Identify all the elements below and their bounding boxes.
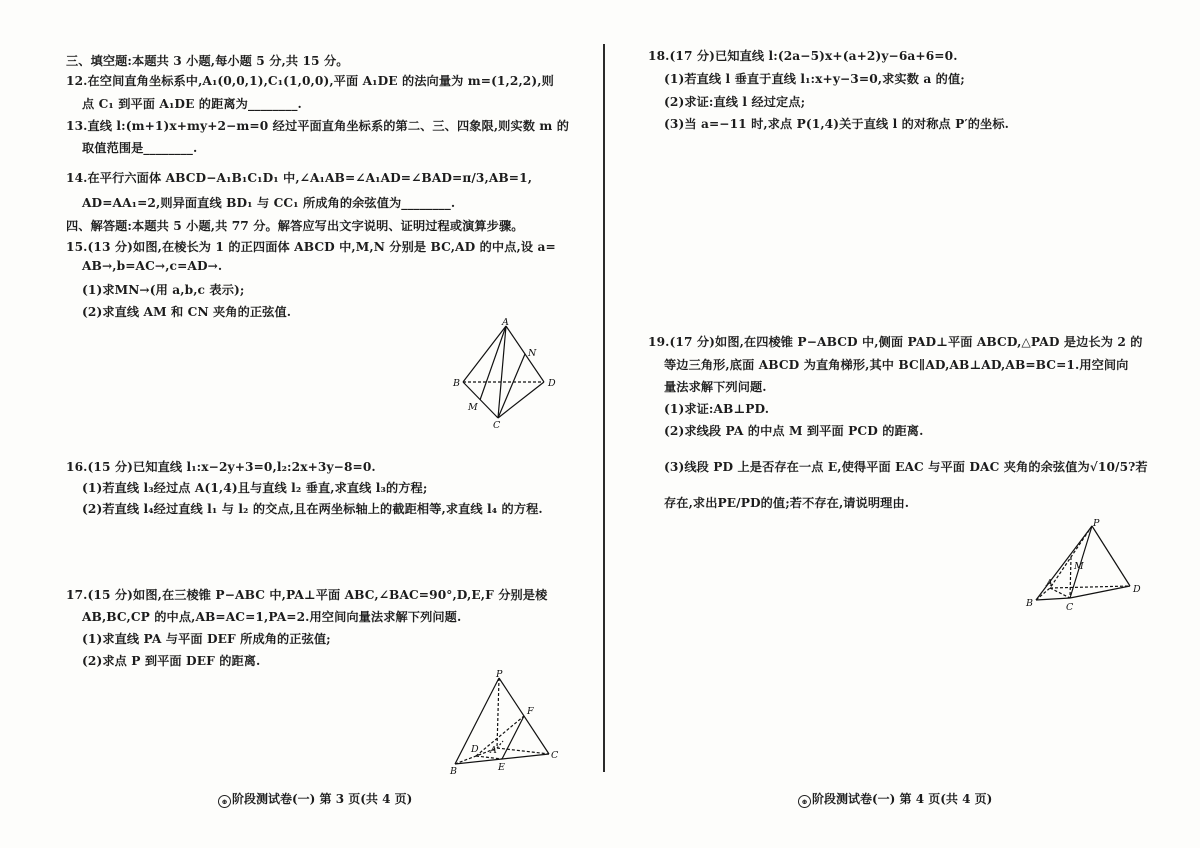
column-divider (603, 44, 605, 772)
q12-line2: 点 C₁ 到平面 A₁DE 的距离为________. (82, 97, 302, 111)
q13-line2: 取值范围是________. (82, 141, 198, 155)
logo-icon: ⊕ (798, 795, 811, 808)
q15-part2: (2)求直线 AM 和 CN 夹角的正弦值. (82, 305, 292, 319)
q15-line2: AB→,b=AC→,c=AD→. (82, 259, 223, 273)
fig17-label-a: A (490, 745, 497, 756)
fig15-label-m: M (468, 402, 478, 413)
q17-part1: (1)求直线 PA 与平面 DEF 所成角的正弦值; (82, 632, 331, 646)
q17-line1: 17.(15 分)如图,在三棱锥 P−ABC 中,PA⊥平面 ABC,∠BAC=90°,D,E,F 分别是棱 (66, 588, 548, 602)
q19-line1: 19.(17 分)如图,在四棱锥 P−ABCD 中,侧面 PAD⊥平面 ABCD,△PAD 是边长为 2 的 (648, 335, 1143, 349)
fig15-label-a: A (502, 317, 509, 328)
q19-part2: (2)求线段 PA 的中点 M 到平面 PCD 的距离. (664, 424, 924, 438)
q17-line2: AB,BC,CP 的中点,AB=AC=1,PA=2.用空间向量法求解下列问题. (82, 610, 462, 624)
fig19-label-p: P (1093, 518, 1100, 529)
fig15-label-b: B (453, 378, 460, 389)
q15-part1: (1)求MN→(用 a,b,c 表示); (82, 283, 245, 297)
q19-part3-line1: (3)线段 PD 上是否存在一点 E,使得平面 EAC 与平面 DAC 夹角的余弦值为√10/5?若 (664, 460, 1148, 474)
q19-line2: 等边三角形,底面 ABCD 为直角梯形,其中 BC∥AD,AB⊥AD,AB=BC=1.用空间向 (664, 358, 1129, 372)
fig15-label-c: C (493, 420, 501, 431)
q13-line1: 13.直线 l:(m+1)x+my+2−m=0 经过平面直角坐标系的第二、三、四象限,则实数 m 的 (66, 119, 570, 133)
q12-line1: 12.在空间直角坐标系中,A₁(0,0,1),C₁(1,0,0),平面 A₁DE 的法向量为 m=(1,2,2),则 (66, 74, 554, 88)
fig17-label-b: B (450, 766, 457, 777)
q16-part2: (2)若直线 l₄经过直线 l₁ 与 l₂ 的交点,且在两坐标轴上的截距相等,求直线 l₄ 的方程. (82, 502, 543, 516)
fig17-label-f: F (527, 706, 534, 717)
quadrangular-pyramid-figure (1020, 518, 1150, 613)
fig19-label-b: B (1026, 598, 1033, 609)
q18-part3: (3)当 a=−11 时,求点 P(1,4)关于直线 l 的对称点 P′的坐标. (664, 117, 1009, 131)
fig17-label-e: E (498, 762, 505, 773)
fig15-label-d: D (548, 378, 556, 389)
fig19-label-m: M (1074, 561, 1084, 572)
q16-line1: 16.(15 分)已知直线 l₁:x−2y+3=0,l₂:2x+3y−8=0. (66, 460, 376, 474)
triangular-pyramid-figure (445, 668, 570, 780)
q17-part2: (2)求点 P 到平面 DEF 的距离. (82, 654, 261, 668)
section-answer-heading: 四、解答题:本题共 5 小题,共 77 分。解答应写出文字说明、证明过程或演算步骤。 (66, 219, 524, 233)
fig19-label-d: D (1133, 584, 1141, 595)
page-3-footer (218, 790, 412, 808)
fig19-label-c: C (1066, 602, 1074, 613)
q19-line3: 量法求解下列问题. (664, 380, 767, 394)
fig15-label-n: N (528, 348, 537, 359)
q19-part3-line2: 存在,求出PE/PD的值;若不存在,请说明理由. (664, 496, 910, 510)
q19-part1: (1)求证:AB⊥PD. (664, 402, 770, 416)
section-fill-blank-heading: 三、填空题:本题共 3 小题,每小题 5 分,共 15 分。 (66, 54, 349, 68)
fig19-label-a: A (1046, 578, 1053, 589)
q18-part1: (1)若直线 l 垂直于直线 l₁:x+y−3=0,求实数 a 的值; (664, 72, 965, 86)
fig17-label-c: C (551, 750, 559, 761)
logo-icon: ⊕ (218, 795, 231, 808)
q14-line1: 14.在平行六面体 ABCD−A₁B₁C₁D₁ 中,∠A₁AB=∠A₁AD=∠BAD=π/3,AB=1, (66, 171, 533, 185)
q16-part1: (1)若直线 l₃经过点 A(1,4)且与直线 l₂ 垂直,求直线 l₃的方程; (82, 481, 428, 495)
page-4-footer-text: 阶段测试卷(一) 第 4 页(共 4 页) (812, 792, 993, 806)
page-3-footer-text: 阶段测试卷(一) 第 3 页(共 4 页) (232, 792, 413, 806)
q14-line2: AD=AA₁=2,则异面直线 BD₁ 与 CC₁ 所成角的余弦值为________. (82, 196, 456, 210)
tetrahedron-figure (448, 318, 568, 433)
q18-line1: 18.(17 分)已知直线 l:(2a−5)x+(a+2)y−6a+6=0. (648, 49, 958, 63)
fig17-label-p: P (496, 669, 503, 680)
q18-part2: (2)求证:直线 l 经过定点; (664, 95, 806, 109)
fig17-label-d: D (471, 744, 479, 755)
q15-line1: 15.(13 分)如图,在棱长为 1 的正四面体 ABCD 中,M,N 分别是 BC,AD 的中点,设 a= (66, 240, 556, 254)
page-4-footer (798, 790, 992, 808)
